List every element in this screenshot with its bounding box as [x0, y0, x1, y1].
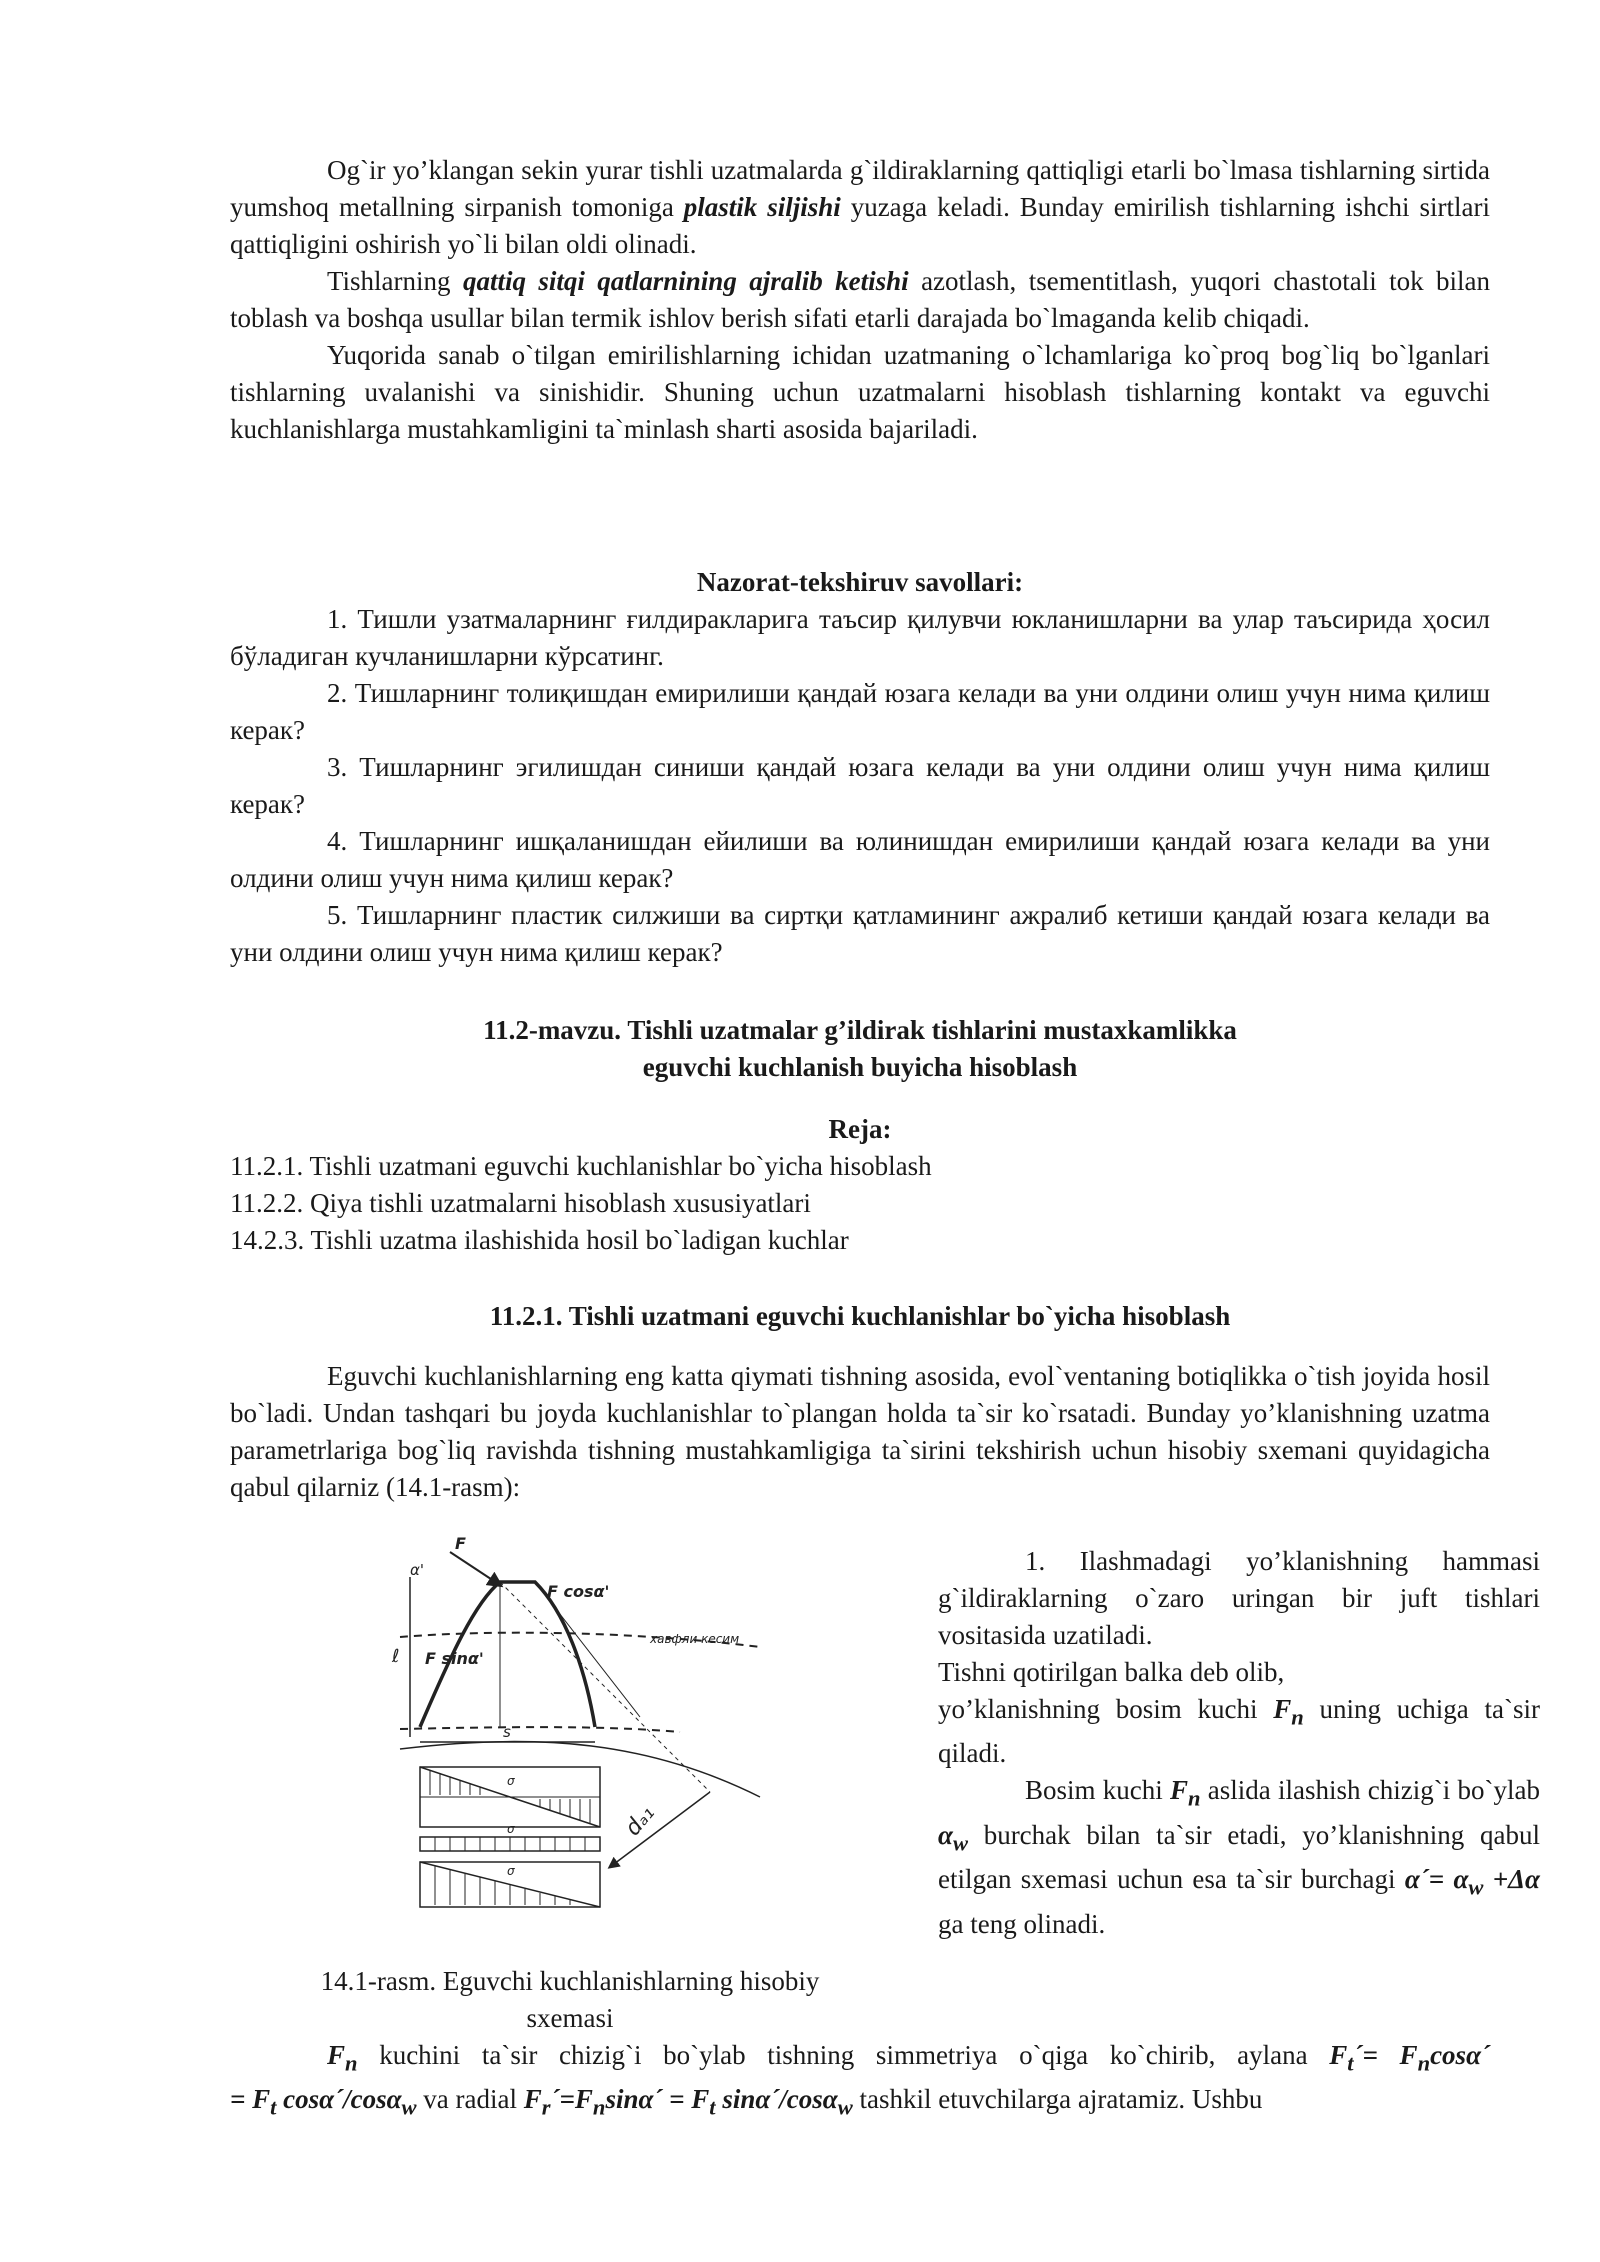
- symbol-sub: t: [270, 2094, 277, 2120]
- text-run: va radial: [416, 2084, 524, 2115]
- symbol-sub: n: [592, 2094, 606, 2120]
- bottom-paragraph: [230, 2037, 1490, 2081]
- intro-paragraph-3: Yuqorida sanab o`tilgan emirilishlarning ichidan uzatmaning o`lchamlariga ko`proq bog`liq bo`lganlari tishlarning uvalanishi va sinishidir. Shuning uchun uzatmalarni hisoblash tishlarning kontakt va eguvchi kuchlanishlarga mustahkamligini ta`minlash sharti asosida bajariladi.: [230, 340, 1490, 444]
- text-run: ga teng olinadi.: [938, 1908, 1106, 1939]
- symbol: α´= α: [1404, 1864, 1469, 1895]
- symbol-sub: w: [401, 2094, 417, 2120]
- text-run: azotlash, tsementitlash, yuqori chastotali tok bilan toblash va boshqa usullar bilan termik ishlov berish sifati etarli darajada bo`lmaganda kelib chiqadi.: [230, 266, 1490, 333]
- question-item-1: 1. Тишли узатмаларнинг ғилдиракларига таъсир қилувчи юкланишларни ва улар таъсирида ҳосил бўладиган кучланишларни кўрсатинг.: [230, 604, 1490, 671]
- intro-paragraph-2: [230, 263, 1490, 337]
- text-run: yuzaga keladi. Bunday emirilish tishlarning ishchi sirtlari qattiqligini oshirish yo`li bilan oldi olinadi.: [230, 192, 1490, 259]
- symbol-sub: n: [1291, 1704, 1304, 1730]
- label-sigma-1: σ: [507, 1774, 515, 1788]
- symbol: F: [327, 2040, 346, 2070]
- question-item-3: 3. Тишларнинг эгилишдан синиши қандай юзага келади ва уни олдини олиш учун нима қилиш керак?: [230, 752, 1490, 819]
- plan-list: [230, 1148, 1330, 1259]
- bottom-paragraph-line-2: [230, 2081, 1490, 2125]
- symbol-sub: n: [1188, 1785, 1201, 1811]
- section-heading: 11.2.1. Tishli uzatmani eguvchi kuchlanishlar bo`yicha hisoblash: [489, 1301, 1231, 1331]
- section-paragraph-1: Eguvchi kuchlanishlarning eng katta qiymati tishning asosida, evol`ventaning botiqlikka o`tish joyida hosil bo`ladi. Undan tashqari bu joyda kuchlanishlar to`plangan holda ta`sir ko`rsatadi. Bunday yo’klanishning uzatma parametrlariga bog`liq ravishda tishning mustahkamligiga ta`sirini tekshirish uchun hisobiy sxemani quyidagicha qabul qilarniz (14.1-rasm):: [230, 1361, 1490, 1502]
- label-sigma-3: σ: [507, 1864, 515, 1878]
- symbol-sub: n: [1417, 2050, 1431, 2076]
- label-danger-section: хавфли кесим: [650, 1632, 740, 1646]
- figure-drawing: [380, 1537, 800, 1957]
- topic-title-line-1: 11.2-mavzu. Tishli uzatmalar g’ildirak tishlarini mustaxkamlikka: [483, 1015, 1237, 1045]
- label-fsin: F sinα': [425, 1649, 484, 1668]
- symbol: = F: [230, 2084, 271, 2115]
- label-diameter: dₐ₁: [620, 1800, 660, 1841]
- label-sigma-2: σ: [507, 1822, 515, 1836]
- text-run: Og`ir yo’klangan sekin yurar tishli uzatmalarda g`ildiraklarning qattiqligi etarli bo`lmasa tishlarning sirtida yumshoq metallning sirpanish tomoniga: [230, 155, 1490, 222]
- symbol-sub: w: [1468, 1874, 1484, 1900]
- question-item-2: 2. Тишларнинг толиқишдан емирилиши қандай юзага келади ва уни олдини олиш учун нима қилиш керак?: [230, 678, 1490, 745]
- text-run: Tishlarning: [327, 266, 463, 296]
- figure-bending-stress-scheme: [380, 1537, 800, 1957]
- bottom-text: [230, 2037, 1490, 2126]
- text-run: burchak bilan ta`sir etadi, yo’klanishning qabul etilgan sxemasi uchun esa ta`sir burchagi: [938, 1819, 1540, 1895]
- side-text: [938, 1543, 1540, 1943]
- caption-line-2: sxemasi: [526, 2003, 614, 2033]
- plan-item: 11.2.2. Qiya tishli uzatmalarni hisoblash xususiyatlari: [230, 1188, 811, 1218]
- question-item-4: 4. Тишларнинг ишқаланишдан ейилиши ва юлинишдан емирилиши қандай юзага келади ва уни олдини олиш учун нима қилиш керак?: [230, 826, 1490, 893]
- text-run: kuchini ta`sir chizig`i bo`ylab tishning simmetriya o`qiga ko`chirib, aylana: [357, 2040, 1330, 2070]
- text-run: qotirilgan: [1012, 1657, 1118, 1687]
- emphasis-plastic-shift: plastik siljishi: [683, 192, 841, 222]
- symbol: F: [523, 2084, 542, 2115]
- caption-line-1: 14.1-rasm. Eguvchi kuchlanishlarning hisobiy: [320, 1966, 820, 1996]
- symbol-sub: t: [709, 2094, 716, 2120]
- root-line: [400, 1727, 680, 1732]
- text-run: Bosim kuchi: [1025, 1775, 1171, 1806]
- symbol-sub: w: [952, 1830, 968, 1856]
- label-fcos: F cosα': [547, 1582, 610, 1601]
- symbol: +Δα: [1483, 1864, 1540, 1895]
- text-run: olib,: [1235, 1657, 1285, 1687]
- side-paragraph-1: 1. Ilashmadagi yo’klanishning hammasi g`ildiraklarning o`zaro uringan bir juft tishlari vositasida uzatiladi.: [938, 1546, 1540, 1650]
- symbol: sinα´ = F: [605, 2084, 710, 2115]
- symbol-sub: t: [1347, 2050, 1354, 2076]
- label-s: s: [503, 1723, 511, 1741]
- symbol: sinα´/cosα: [715, 2084, 838, 2115]
- plan-item: 11.2.1. Tishli uzatmani eguvchi kuchlanishlar bo`yicha hisoblash: [230, 1151, 932, 1181]
- text-run: deb: [1189, 1657, 1229, 1687]
- text-run: Tishni: [938, 1657, 1007, 1687]
- question-item-5: 5. Тишларнинг пластик силжиши ва сиртқи қатламининг ажралиб кетиши қандай юзага келади ва уни олдини олиш учун нима қилиш керак?: [230, 900, 1490, 967]
- topic-title-line-2: eguvchi kuchlanish buyicha hisoblash: [642, 1052, 1078, 1082]
- symbol: α: [938, 1819, 953, 1850]
- label-alpha: α': [410, 1561, 425, 1579]
- side-paragraph-3: [938, 1772, 1540, 1942]
- plan-item: 14.2.3. Tishli uzatma ilashishida hosil bo`ladigan kuchlar: [230, 1225, 849, 1255]
- questions-list: [230, 601, 1490, 971]
- side-paragraph-2-rest: [938, 1691, 1540, 1772]
- text-run: uning uchiga ta`sir qiladi.: [938, 1694, 1540, 1769]
- symbol: F: [1273, 1694, 1292, 1724]
- symbol: ´=F: [550, 2084, 593, 2115]
- force-arrow: [450, 1552, 500, 1585]
- label-force: F̄: [455, 1537, 466, 1553]
- symbol-sub: w: [837, 2094, 853, 2120]
- symbol: ´= F: [1353, 2040, 1418, 2070]
- symbol: F: [1329, 2040, 1348, 2070]
- section-text: [230, 1358, 1490, 1506]
- questions-heading: Nazorat-tekshiruv savollari:: [696, 567, 1024, 597]
- intro-paragraph-1: [230, 152, 1490, 263]
- text-run: yo’klanishning bosim kuchi: [938, 1694, 1274, 1724]
- label-l: ℓ: [392, 1646, 400, 1667]
- symbol: cosα´/cosα: [276, 2084, 402, 2115]
- symbol: cosα´: [1430, 2040, 1490, 2070]
- intro-text: [230, 152, 1490, 448]
- text-run: aslida ilashish chizig`i bo`ylab: [1200, 1775, 1540, 1806]
- symbol-sub: n: [345, 2050, 358, 2076]
- text-run: tashkil etuvchilarga ajratamiz. Ushbu: [852, 2084, 1263, 2115]
- symbol-sub: r: [541, 2094, 551, 2120]
- symbol: F: [1170, 1775, 1189, 1806]
- plan-heading: Reja:: [828, 1114, 892, 1144]
- side-paragraph-2-line-1: [938, 1654, 1540, 1691]
- figure-caption: [250, 1963, 890, 2037]
- text-run: balka: [1124, 1657, 1184, 1687]
- emphasis-layer-separation: qattiq sitqi qatlarnining ajralib ketishi: [462, 266, 909, 296]
